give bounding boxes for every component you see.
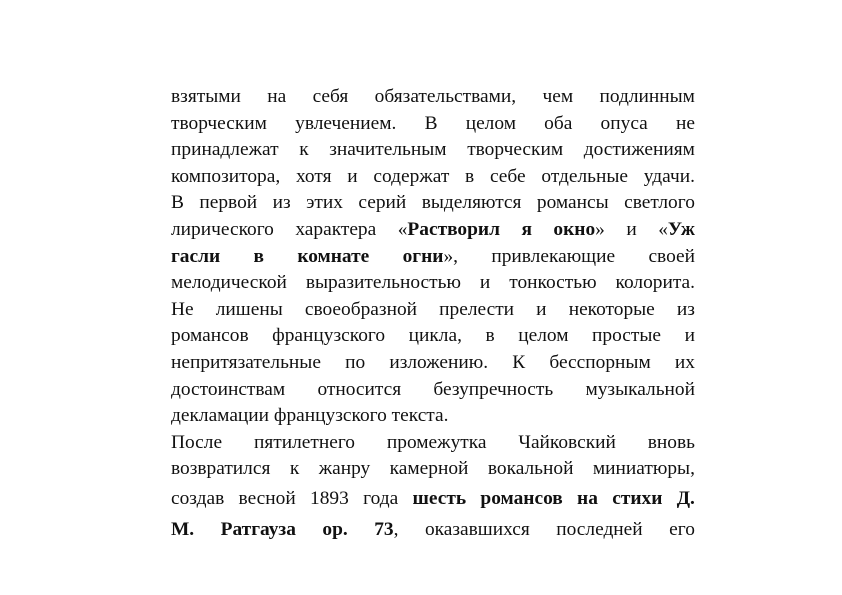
word [267, 84, 286, 111]
bold-text: 73 [374, 518, 394, 540]
word [648, 430, 695, 457]
word [171, 137, 279, 164]
word [536, 297, 546, 324]
word [171, 483, 224, 514]
word [577, 483, 598, 514]
word [490, 164, 526, 191]
word [413, 483, 467, 514]
text: принадлежат [171, 139, 279, 161]
text-line [171, 84, 695, 111]
word [171, 190, 184, 217]
bold-text: шесть [412, 487, 467, 509]
text: промежутка [386, 431, 487, 453]
bold-text: Растворил [407, 218, 500, 240]
word [319, 456, 371, 483]
text-line [171, 430, 695, 457]
word [592, 323, 661, 350]
word [171, 350, 321, 377]
text: текста. [391, 405, 449, 427]
text: В [171, 192, 184, 214]
text: светлого [624, 192, 695, 214]
text: создав [171, 487, 225, 509]
bold-text: я [521, 218, 532, 240]
text: себе [489, 165, 526, 187]
text: жанру [318, 458, 371, 480]
text: из [272, 192, 291, 214]
text-line [171, 244, 695, 271]
text: себя [312, 86, 349, 107]
word [295, 111, 396, 138]
word [593, 456, 695, 483]
word [677, 483, 695, 514]
word [677, 297, 695, 324]
word [254, 430, 355, 457]
word [685, 323, 695, 350]
text: целом [465, 112, 516, 134]
bold-text: огни [402, 245, 444, 267]
text: хотя [295, 165, 332, 187]
word [317, 377, 401, 404]
word [675, 350, 695, 377]
text: непритязательные [171, 351, 321, 373]
text: тонкостью [509, 272, 597, 294]
text: к [289, 458, 300, 480]
text: из [676, 298, 695, 320]
text: значительным [329, 139, 447, 161]
text: отдельные [541, 165, 629, 187]
text: характера [295, 218, 377, 240]
text: » [595, 218, 605, 240]
text-line [171, 217, 695, 244]
text: творческим [467, 139, 564, 161]
text: года [363, 487, 399, 509]
text: После [171, 431, 223, 453]
bold-text: Ратгауза [220, 518, 296, 540]
word [306, 190, 343, 217]
text: вокальной [487, 458, 574, 480]
word [322, 514, 347, 545]
text: лирического [171, 218, 274, 240]
word [171, 164, 280, 191]
word [239, 483, 296, 514]
word [329, 137, 446, 164]
text: пятилетнего [253, 431, 356, 453]
text: и [479, 272, 491, 294]
text: и [626, 218, 637, 240]
bold-text: ор. [322, 518, 348, 540]
word [509, 270, 596, 297]
word [409, 323, 462, 350]
text-line [171, 403, 695, 430]
word [584, 137, 695, 164]
text: колорита. [615, 272, 695, 294]
word [199, 190, 257, 217]
bold-text: на [577, 487, 598, 509]
text: мелодической [171, 272, 287, 294]
text: и [347, 165, 358, 187]
text: « [397, 218, 408, 240]
word [296, 164, 332, 191]
word [306, 270, 461, 297]
text: опуса [600, 112, 648, 134]
text: простые [592, 325, 662, 347]
text-line [171, 456, 695, 483]
text-line [171, 514, 695, 545]
word [537, 190, 609, 217]
word [374, 514, 398, 545]
word [390, 456, 469, 483]
text: в [485, 325, 495, 347]
text: взятыми [171, 86, 241, 107]
word [488, 456, 574, 483]
text: прелести [439, 298, 515, 320]
word [521, 217, 532, 244]
text-line [171, 270, 695, 297]
word [171, 430, 222, 457]
bold-text: в [253, 245, 264, 267]
word [363, 483, 398, 514]
word [358, 190, 406, 217]
text: последней [556, 518, 643, 540]
word [425, 111, 438, 138]
body-text [171, 84, 695, 545]
bold-text: окно [553, 218, 596, 240]
word [624, 190, 695, 217]
word [549, 350, 650, 377]
text: достоинствам [171, 378, 286, 400]
bold-text: романсов [480, 487, 563, 509]
text: французского [273, 405, 387, 427]
word [171, 84, 241, 111]
word [254, 244, 264, 271]
text: весной [238, 487, 296, 509]
word [553, 217, 604, 244]
text: целом [518, 325, 569, 347]
word [171, 270, 287, 297]
word [216, 297, 283, 324]
text: относится [317, 378, 402, 400]
text: , [393, 518, 399, 540]
text: лишены [215, 298, 283, 320]
word [644, 164, 695, 191]
text: в [465, 165, 475, 187]
word [439, 297, 514, 324]
text: увлечением. [295, 112, 397, 134]
text-line [171, 350, 695, 377]
word [542, 84, 573, 111]
text: обязательствами, [374, 86, 517, 107]
text: привлекающие [491, 245, 616, 267]
word [466, 111, 516, 138]
word [272, 323, 385, 350]
text: бесспорным [549, 351, 651, 373]
word [518, 323, 568, 350]
text: не [675, 112, 695, 134]
word [669, 514, 695, 545]
text: оба [544, 112, 573, 134]
text: серий [358, 192, 407, 214]
text: их [674, 351, 695, 373]
text: некоторые [568, 298, 655, 320]
text: чем [542, 86, 574, 107]
text-line [171, 137, 695, 164]
bold-text: стихи [612, 487, 663, 509]
word [648, 244, 695, 271]
word [626, 217, 636, 244]
text: возвратился [171, 458, 271, 480]
bold-text: гасли [171, 245, 221, 267]
text: первой [199, 192, 258, 214]
word [403, 244, 458, 271]
text: подлинным [599, 86, 695, 107]
word [541, 164, 628, 191]
word [616, 270, 695, 297]
text: своей [648, 245, 695, 267]
word [465, 164, 474, 191]
text-line [171, 323, 695, 350]
text: выразительностью [305, 272, 461, 294]
text: В [424, 112, 438, 134]
word [290, 456, 299, 483]
text: и [684, 325, 695, 347]
word [398, 217, 500, 244]
text: его [669, 518, 695, 540]
word [297, 244, 369, 271]
text: миниатюры, [592, 458, 695, 480]
word [171, 217, 274, 244]
word [544, 111, 572, 138]
word [467, 137, 563, 164]
text: французского [272, 325, 386, 347]
text: », [443, 245, 458, 267]
text: к [299, 139, 309, 161]
text-line [171, 111, 695, 138]
word [305, 297, 417, 324]
word [171, 456, 270, 483]
word [299, 137, 308, 164]
text: музыкальной [585, 378, 695, 400]
word [345, 350, 365, 377]
bold-text: Д. [676, 487, 695, 509]
text-line [171, 164, 695, 191]
text: творческим [171, 112, 267, 134]
word [518, 430, 616, 457]
text: камерной [389, 458, 469, 480]
word [373, 164, 449, 191]
text: Не [171, 298, 194, 320]
text: достижениям [583, 139, 695, 161]
text-line [171, 297, 695, 324]
word [273, 190, 291, 217]
word [601, 111, 648, 138]
word [425, 514, 530, 545]
text: Чайковский [518, 431, 616, 453]
word [221, 514, 296, 545]
text: оказавшихся [424, 518, 530, 540]
text: декламации [171, 405, 270, 427]
word [171, 377, 285, 404]
text-line [171, 190, 695, 217]
text: « [658, 218, 668, 240]
text: этих [306, 192, 343, 214]
word [480, 483, 562, 514]
word [387, 430, 487, 457]
bold-text: М. [171, 518, 195, 540]
word [171, 323, 249, 350]
word [171, 111, 267, 138]
word [556, 514, 642, 545]
word [310, 483, 349, 514]
text: романсы [536, 192, 609, 214]
word [599, 84, 695, 111]
text: содержат [373, 165, 450, 187]
bold-text: комнате [297, 245, 370, 267]
word [612, 483, 662, 514]
word [392, 403, 449, 430]
word [486, 323, 495, 350]
word [585, 377, 695, 404]
word [171, 403, 269, 430]
text: романсов [171, 325, 249, 347]
text: выделяются [421, 192, 522, 214]
word [389, 350, 488, 377]
text: безупречность [433, 378, 554, 400]
word [433, 377, 553, 404]
text-line [171, 483, 695, 514]
text: композитора, [171, 165, 281, 187]
text: на [267, 86, 287, 107]
word [491, 244, 615, 271]
text: К [512, 351, 526, 373]
text: удачи. [643, 165, 695, 187]
text: цикла, [408, 325, 462, 347]
text-line [171, 377, 695, 404]
word [171, 244, 220, 271]
word [512, 350, 525, 377]
bold-text: Уж [667, 218, 695, 240]
text: вновь [647, 431, 695, 453]
word [375, 84, 516, 111]
text: по [345, 351, 366, 373]
text: изложению. [389, 351, 489, 373]
word [676, 111, 695, 138]
text: 1893 [310, 487, 349, 509]
word [347, 164, 357, 191]
word [569, 297, 655, 324]
word [422, 190, 522, 217]
word [171, 514, 194, 545]
word [295, 217, 376, 244]
word [658, 217, 695, 244]
word [313, 84, 349, 111]
text: и [536, 298, 547, 320]
word [480, 270, 490, 297]
text: своеобразной [304, 298, 418, 320]
word [171, 297, 194, 324]
word [274, 403, 387, 430]
